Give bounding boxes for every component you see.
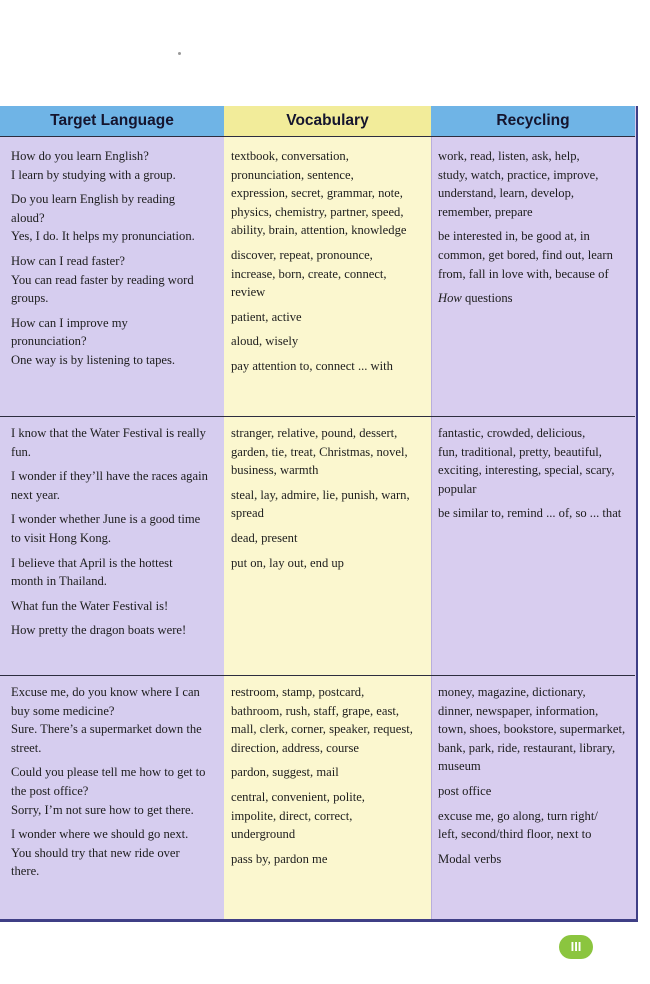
entry-line: mall, clerk, corner, speaker, request,	[231, 722, 413, 737]
entry-line: How pretty the dragon boats were!	[11, 623, 187, 638]
entry-line: fun, traditional, pretty, beautiful,	[438, 444, 602, 459]
entry-block	[11, 763, 221, 819]
entry-block	[438, 147, 636, 221]
entry-line: You should try that new ride over	[11, 845, 180, 860]
entry-line: dinner, newspaper, information,	[438, 703, 599, 718]
entry-line: the post office?	[11, 783, 89, 798]
entry-line: left, second/third floor, next to	[438, 827, 592, 842]
entry-line: work, read, listen, ask, help,	[438, 149, 580, 163]
entry-line: dead, present	[231, 530, 298, 545]
row-1-vocabulary	[231, 147, 431, 382]
entry-block	[231, 357, 431, 376]
row-2-recycling	[438, 424, 636, 529]
entry-line: to visit Hong Kong.	[11, 530, 112, 545]
entry-line: review	[231, 285, 266, 300]
entry-line: central, convenient, polite,	[231, 789, 365, 804]
entry-block	[231, 554, 431, 573]
entry-line: How can I read faster?	[11, 253, 125, 268]
entry-line: pronunciation, sentence,	[231, 167, 354, 182]
entry-block	[11, 147, 221, 184]
entry-line: pardon, suggest, mail	[231, 765, 339, 780]
row-1-recycling	[438, 147, 636, 314]
entry-line: put on, lay out, end up	[231, 555, 344, 570]
header-recycling: Recycling	[431, 106, 635, 136]
entry-line: increase, born, create, connect,	[231, 266, 387, 281]
entry-line: aloud?	[11, 210, 45, 225]
entry-block	[231, 683, 431, 757]
header-target-language: Target Language	[0, 106, 224, 136]
entry-line: I know that the Water Festival is really	[11, 426, 206, 440]
entry-line: Sure. There’s a supermarket down the	[11, 722, 202, 737]
entry-line: textbook, conversation,	[231, 149, 349, 163]
entry-line: town, shoes, bookstore, supermarket,	[438, 722, 626, 737]
entry-block	[231, 424, 431, 480]
row-divider	[0, 416, 635, 417]
entry-line: spread	[231, 506, 264, 521]
entry-line: physics, chemistry, partner, speed,	[231, 204, 404, 219]
entry-line: Sorry, I’m not sure how to get there.	[11, 802, 194, 817]
entry-line: understand, learn, develop,	[438, 186, 575, 201]
entry-block	[231, 788, 431, 844]
entry-line: steal, lay, admire, lie, punish, warn,	[231, 487, 410, 502]
entry-block	[438, 850, 636, 869]
entry-line: bank, park, ride, restaurant, library,	[438, 740, 616, 755]
entry-line: pay attention to, connect ... with	[231, 358, 393, 373]
entry-line: Could you please tell me how to get to	[11, 765, 206, 780]
entry-block	[438, 227, 636, 283]
entry-line: Do you learn English by reading	[11, 192, 176, 207]
entry-line: garden, tie, treat, Christmas, novel,	[231, 444, 408, 459]
syllabus-table	[0, 106, 638, 922]
entry-block	[438, 683, 636, 776]
entry-line: aloud, wisely	[231, 334, 299, 349]
entry-line: study, watch, practice, improve,	[438, 167, 599, 182]
entry-line: groups.	[11, 291, 49, 306]
entry-line: post office	[438, 783, 492, 798]
entry-line: ability, brain, attention, knowledge	[231, 223, 407, 238]
entry-block	[11, 554, 221, 591]
entry-block	[438, 424, 636, 498]
entry-block	[438, 782, 636, 801]
entry-line: there.	[11, 864, 40, 879]
entry-line: next year.	[11, 487, 60, 502]
entry-block	[231, 486, 431, 523]
entry-block	[231, 246, 431, 302]
entry-line: be similar to, remind ... of, so ... that	[438, 506, 622, 521]
entry-block	[438, 504, 636, 523]
entry-block	[11, 252, 221, 308]
entry-line: fun.	[11, 444, 31, 459]
entry-line: I wonder whether June is a good time	[11, 512, 201, 527]
row-divider	[0, 675, 635, 676]
entry-line: I learn by studying with a group.	[11, 167, 176, 182]
header-divider	[0, 136, 635, 137]
entry-line: underground	[231, 827, 296, 842]
header-vocabulary: Vocabulary	[224, 106, 431, 136]
entry-block	[11, 597, 221, 616]
entry-line: money, magazine, dictionary,	[438, 685, 586, 699]
entry-line: museum	[438, 759, 481, 774]
entry-block	[11, 314, 221, 370]
speck	[178, 52, 181, 55]
entry-line: Yes, I do. It helps my pronunciation.	[11, 229, 195, 244]
entry-block	[231, 147, 431, 240]
entry-line: pass by, pardon me	[231, 851, 328, 866]
entry-line: One way is by listening to tapes.	[11, 352, 176, 367]
entry-line: stranger, relative, pound, dessert,	[231, 426, 398, 440]
entry-line: You can read faster by reading word	[11, 272, 194, 287]
entry-line: remember, prepare	[438, 204, 533, 219]
entry-block	[11, 190, 221, 246]
entry-block	[438, 289, 636, 308]
entry-line: exciting, interesting, special, scary,	[438, 463, 615, 478]
entry-line: What fun the Water Festival is!	[11, 598, 169, 613]
entry-block	[11, 825, 221, 881]
entry-block	[11, 621, 221, 640]
entry-block	[231, 850, 431, 869]
entry-line: business, warmth	[231, 463, 319, 478]
entry-line: be interested in, be good at, in	[438, 229, 590, 244]
entry-line: direction, address, course	[231, 740, 359, 755]
entry-line: month in Thailand.	[11, 574, 107, 589]
entry-line: restroom, stamp, postcard,	[231, 685, 365, 699]
entry-line: I wonder where we should go next.	[11, 827, 189, 842]
entry-line: I believe that April is the hottest	[11, 555, 173, 570]
entry-line: street.	[11, 740, 42, 755]
entry-line: I wonder if they’ll have the races again	[11, 469, 208, 484]
row-2-vocabulary	[231, 424, 431, 578]
entry-block	[231, 308, 431, 327]
row-1-target-language	[11, 147, 221, 376]
entry-line: discover, repeat, pronounce,	[231, 247, 373, 262]
entry-line: excuse me, go along, turn right/	[438, 808, 598, 823]
row-3-target-language	[11, 683, 221, 887]
entry-block	[11, 424, 221, 461]
row-2-target-language	[11, 424, 221, 646]
entry-line: expression, secret, grammar, note,	[231, 186, 403, 201]
entry-block	[438, 807, 636, 844]
entry-line: Modal verbs	[438, 851, 502, 866]
entry-line: How can I improve my	[11, 315, 128, 330]
entry-block	[11, 510, 221, 547]
entry-block	[11, 683, 221, 757]
entry-line: popular	[438, 481, 477, 496]
entry-block	[231, 529, 431, 548]
entry-line: bathroom, rush, staff, grape, east,	[231, 703, 399, 718]
entry-block	[11, 467, 221, 504]
entry-line: fantastic, crowded, delicious,	[438, 426, 586, 440]
row-3-recycling	[438, 683, 636, 874]
entry-block	[231, 763, 431, 782]
entry-block	[231, 332, 431, 351]
entry-line: pronunciation?	[11, 334, 87, 349]
row-3-vocabulary	[231, 683, 431, 874]
entry-line: common, get bored, find out, learn	[438, 247, 613, 262]
entry-line: patient, active	[231, 309, 302, 324]
entry-line: How do you learn English?	[11, 149, 149, 163]
entry-line: buy some medicine?	[11, 703, 115, 718]
entry-line: impolite, direct, correct,	[231, 808, 353, 823]
entry-line: from, fall in love with, because of	[438, 266, 609, 281]
entry-line: Excuse me, do you know where I can	[11, 685, 200, 699]
page-number-badge: III	[559, 935, 593, 959]
entry-line: How questions	[438, 291, 513, 306]
